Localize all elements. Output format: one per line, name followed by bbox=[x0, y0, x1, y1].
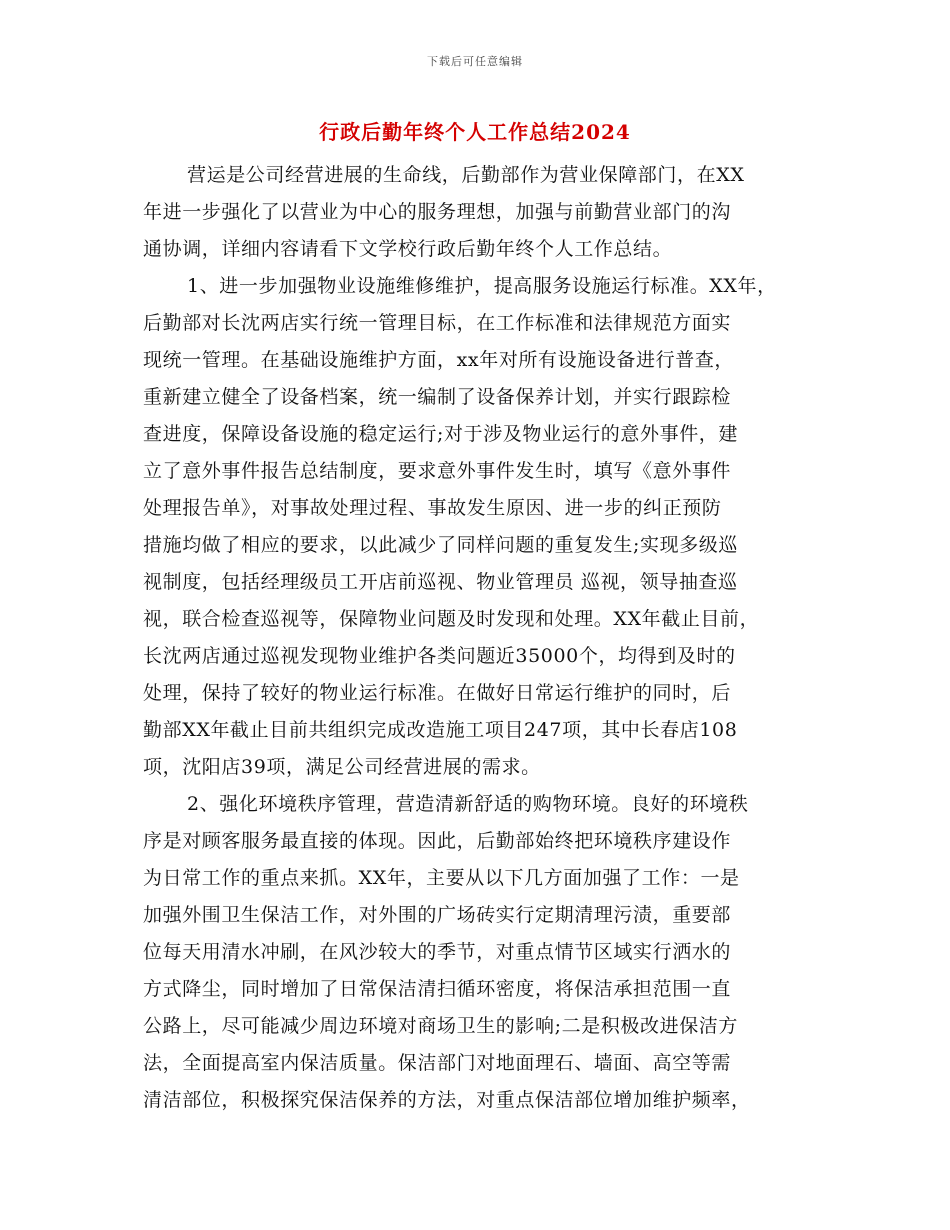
text-line: 1、进一步加强物业设施维修维护，提高服务设施运行标准。XX年， bbox=[187, 275, 777, 297]
text-line: 查进度，保障设备设施的稳定运行;对于涉及物业运行的意外事件，建 bbox=[143, 423, 739, 445]
text-line: 序是对顾客服务最直接的体现。因此，后勤部始终把环境秩序建设作 bbox=[143, 830, 732, 852]
text-line: 年进一步强化了以营业为中心的服务理想，加强与前勤营业部门的沟 bbox=[143, 201, 732, 223]
text-line: 视制度，包括经理级员工开店前巡视、物业管理员 巡视，领导抽查巡 bbox=[143, 571, 738, 593]
text-line: 公路上，尽可能减少周边环境对商场卫生的影响;二是积极改进保洁方 bbox=[143, 1015, 739, 1037]
text-line: 为日常工作的重点来抓。XX年，主要从以下几方面加强了工作：一是 bbox=[143, 867, 740, 889]
text-line: 清洁部位，积极探究保洁保养的方法，对重点保洁部位增加维护频率， bbox=[143, 1089, 751, 1111]
text-line: 加强外围卫生保洁工作，对外围的广场砖实行定期清理污渍，重要部 bbox=[143, 904, 732, 926]
text-line: 项，沈阳店39项，满足公司经营进展的需求。 bbox=[143, 756, 541, 778]
text-line: 营运是公司经营进展的生命线，后勤部作为营业保障部门，在XX bbox=[187, 164, 745, 186]
document-title: 行政后勤年终个人工作总结2024 bbox=[319, 120, 631, 144]
text-line: 2、强化环境秩序管理，营造清新舒适的购物环境。良好的环境秩 bbox=[187, 793, 749, 815]
text-line: 后勤部对长沈两店实行统一管理目标，在工作标准和法律规范方面实 bbox=[143, 312, 732, 334]
paragraph-intro bbox=[143, 157, 833, 268]
text-line: 处理，保持了较好的物业运行标准。在做好日常运行维护的同时，后 bbox=[143, 682, 732, 704]
paragraph-facility-maintenance bbox=[143, 268, 833, 786]
text-line: 长沈两店通过巡视发现物业维护各类问题近35000个，均得到及时的 bbox=[143, 645, 736, 667]
paragraph-environment-order bbox=[143, 786, 833, 1119]
text-line: 位每天用清水冲刷，在风沙较大的季节，对重点情节区域实行洒水的 bbox=[143, 941, 732, 963]
text-line: 措施均做了相应的要求，以此减少了同样问题的重复发生;实现多级巡 bbox=[143, 534, 739, 556]
text-line: 处理报告单》，对事故处理过程、事故发生原因、进一步的纠正预防 bbox=[143, 497, 722, 519]
text-line: 勤部XX年截止目前共组织完成改造施工项目247项，其中长春店108 bbox=[143, 719, 738, 741]
text-line: 通协调，详细内容请看下文学校行政后勤年终个人工作总结。 bbox=[143, 238, 673, 260]
text-line: 方式降尘，同时增加了日常保洁清扫循环密度，将保洁承担范围一直 bbox=[143, 978, 732, 1000]
page-header-note: 下载后可任意编辑 bbox=[427, 55, 523, 68]
text-line: 现统一管理。在基础设施维护方面，xx年对所有设施设备进行普查， bbox=[143, 349, 735, 371]
text-line: 立了意外事件报告总结制度，要求意外事件发生时，填写《意外事件 bbox=[143, 460, 732, 482]
text-line: 法，全面提高室内保洁质量。保洁部门对地面理石、墙面、高空等需 bbox=[143, 1052, 732, 1074]
text-line: 视，联合检查巡视等，保障物业问题及时发现和处理。XX年截止目前， bbox=[143, 608, 760, 630]
text-line: 重新建立健全了设备档案，统一编制了设备保养计划，并实行跟踪检 bbox=[143, 386, 732, 408]
document-body bbox=[143, 157, 833, 1119]
